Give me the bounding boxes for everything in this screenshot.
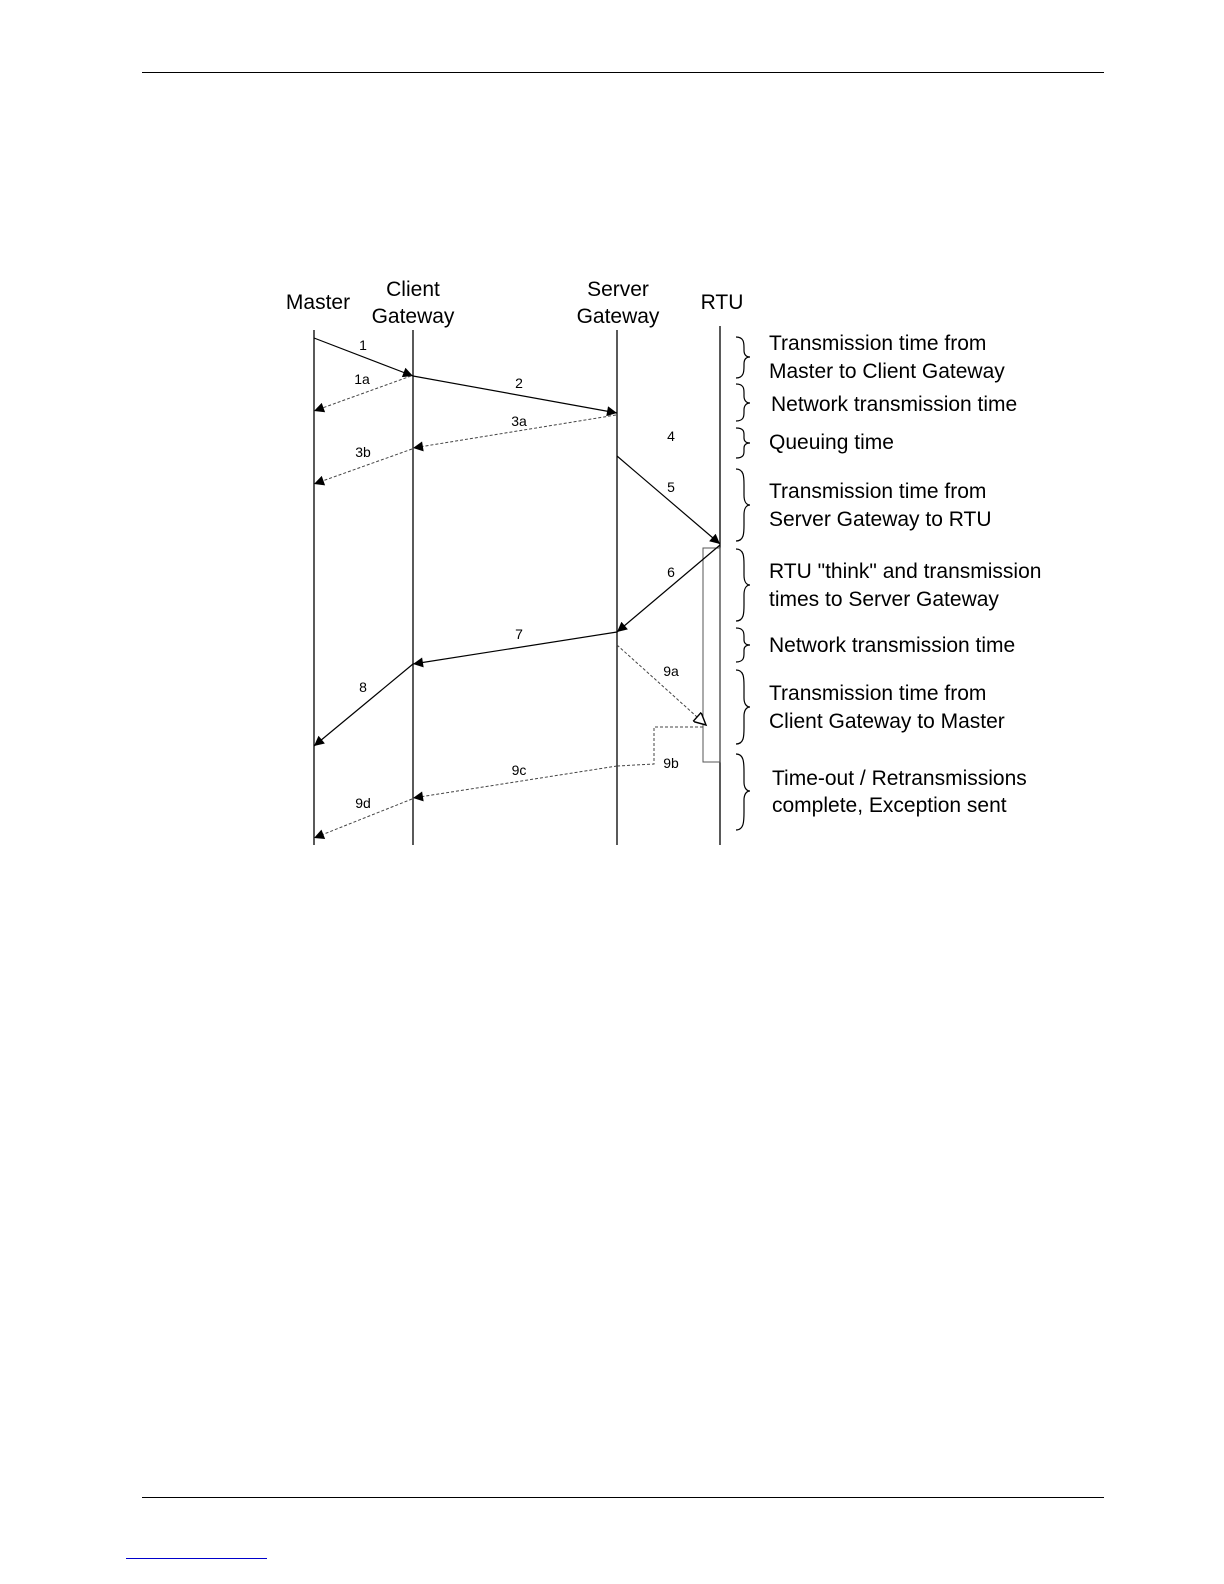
brace-5 [736,549,750,621]
participant-client-gateway-line1: Client [386,278,440,301]
message-6 [617,545,720,632]
step-label-3b: 3b [355,444,371,460]
participant-server-gateway-line1: Server [587,278,649,301]
brace-8 [736,754,750,830]
annotation-7-line2: Client Gateway to Master [769,710,1005,733]
brace-6 [736,628,750,662]
footer-rule [142,1497,1104,1498]
annotation-4-line2: Server Gateway to RTU [769,508,992,531]
step-label-7: 7 [515,626,523,642]
brace-3 [736,428,750,458]
annotation-5-line1: RTU "think" and transmission [769,560,1042,583]
message-5 [617,456,720,544]
annotation-3: Queuing time [769,431,894,454]
step-label-4: 4 [667,428,675,444]
message-9b-path [617,727,703,766]
rtu-activation-bar [703,548,720,762]
participant-master: Master [285,291,351,314]
step-label-9a: 9a [663,663,679,679]
step-label-2: 2 [515,375,523,391]
annotation-2: Network transmission time [771,393,1018,416]
braces [736,337,750,830]
step-label-5: 5 [667,479,675,495]
message-9a [617,645,706,725]
step-label-1a: 1a [354,371,370,387]
step-label-6: 6 [667,564,675,580]
step-label-1: 1 [359,337,367,353]
brace-7 [736,670,750,744]
participant-rtu: RTU [700,291,744,314]
step-label-3a: 3a [511,413,527,429]
brace-2 [736,384,750,421]
step-label-9c: 9c [511,762,527,778]
footer-link-underline [126,1558,267,1559]
annotation-5-line2: times to Server Gateway [769,588,999,611]
participant-client-gateway-line2: Gateway [371,305,455,328]
message-8 [314,664,413,746]
brace-1 [736,337,750,378]
brace-4 [736,469,750,541]
step-label-9b: 9b [663,755,679,771]
annotation-8-line2: complete, Exception sent [772,794,1007,817]
participant-server-gateway-line2: Gateway [576,305,660,328]
annotation-1-line2: Master to Client Gateway [769,360,1005,383]
annotation-4-line1: Transmission time from [769,480,987,503]
annotation-6: Network transmission time [769,634,1016,657]
annotation-8-line1: Time-out / Retransmissions [772,767,1027,790]
annotation-7-line1: Transmission time from [769,682,987,705]
annotation-1-line1: Transmission time from [769,332,987,355]
step-label-8: 8 [359,679,367,695]
step-label-9d: 9d [355,795,371,811]
